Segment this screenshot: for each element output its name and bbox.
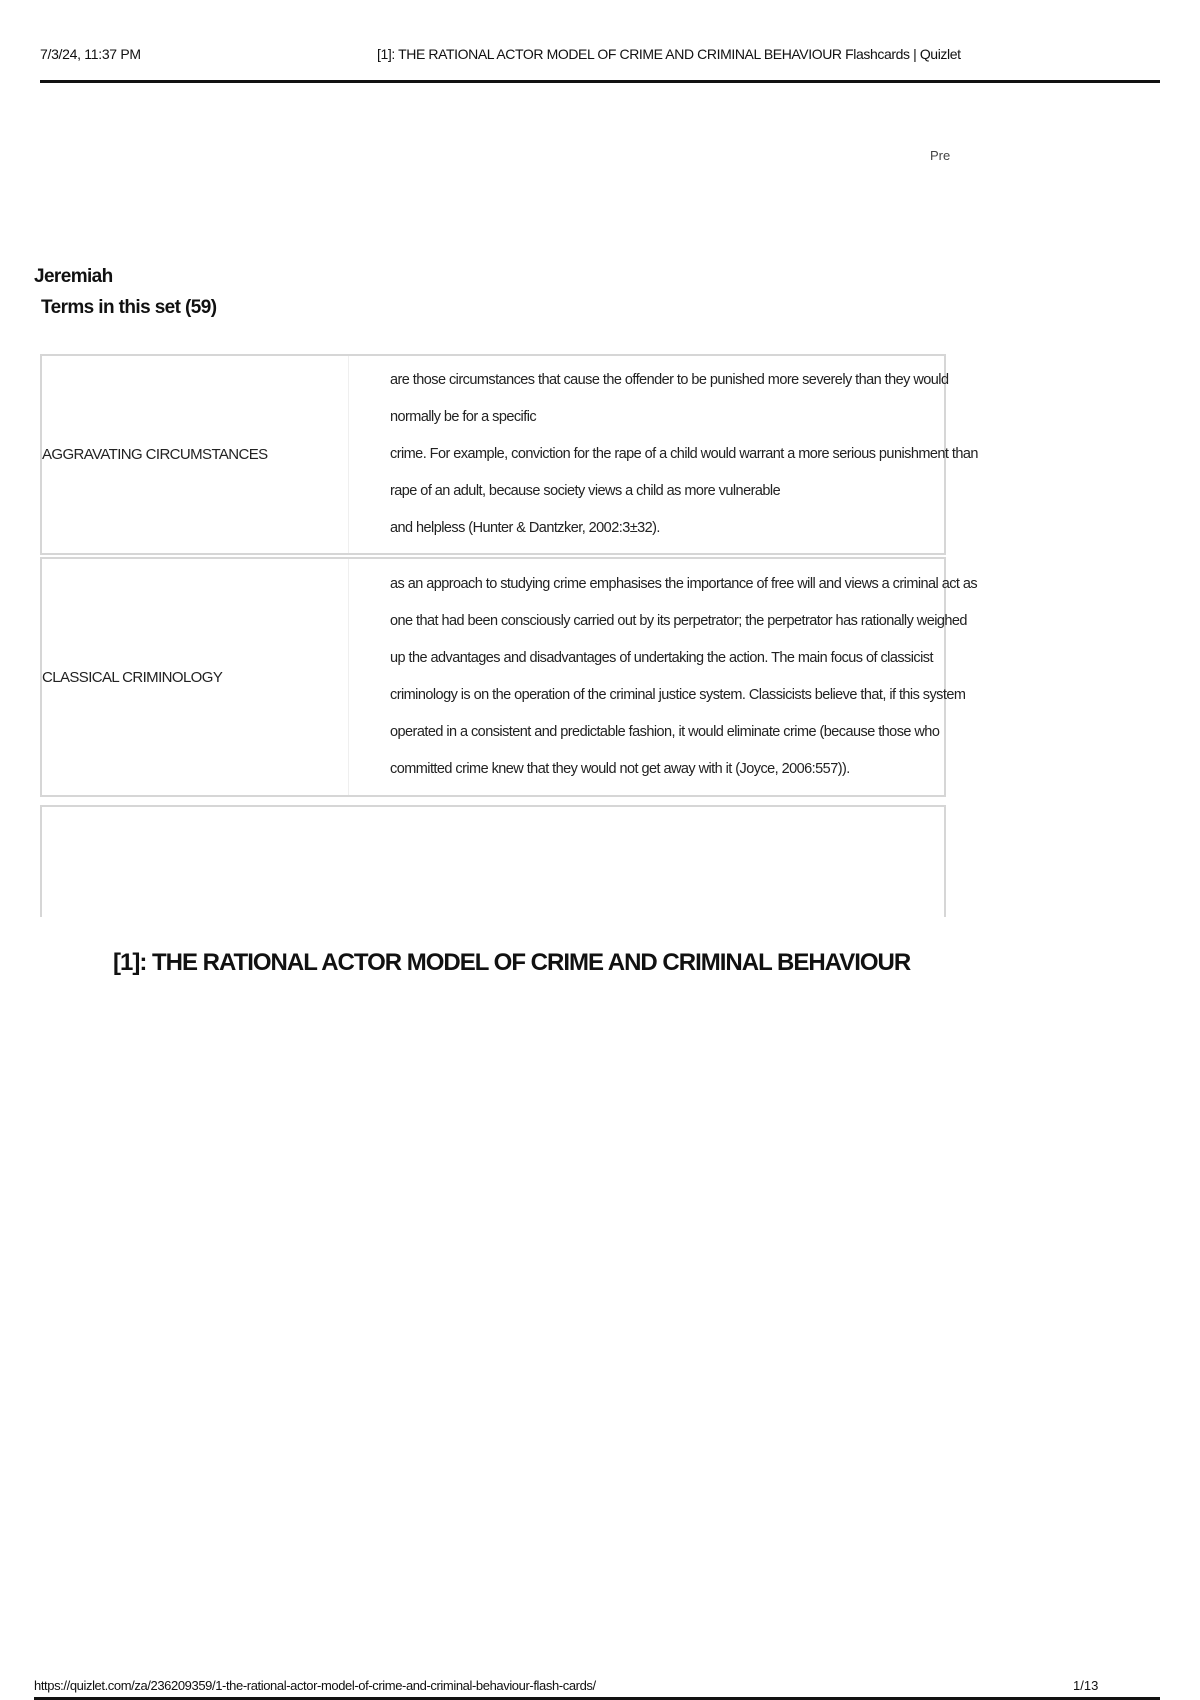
card-definition-text	[349, 566, 977, 788]
definition-line: rape of an adult, because society views a child as more vulnerable	[390, 483, 781, 499]
print-header	[40, 44, 1160, 83]
card-definition-text	[349, 362, 978, 547]
card-definition	[348, 559, 978, 795]
flashcard-row	[40, 354, 978, 555]
print-footer	[34, 1677, 1160, 1700]
card-term-text: AGGRAVATING CIRCUMSTANCES	[42, 446, 268, 463]
definition-line: as an approach to studying crime emphasises the importance of free will and views a criminal act as	[390, 576, 978, 592]
definition-line: criminology is on the operation of the criminal justice system. Classicists believe that, if this system	[390, 687, 966, 703]
pre-label: Pre	[930, 148, 951, 163]
flashcard-row	[40, 557, 978, 797]
card-definition	[348, 356, 978, 553]
card-term	[42, 356, 322, 553]
definition-line: one that had been consciously carried out by its perpetrator; the perpetrator has rationally weighed	[390, 613, 967, 629]
definition-line: committed crime knew that they would not get away with it (Joyce, 2006:557)).	[390, 761, 850, 777]
terms-count-heading: Terms in this set (59)	[41, 297, 217, 318]
definition-line: normally be for a specific	[390, 409, 537, 425]
definition-line: are those circumstances that cause the offender to be punished more severely than they would	[390, 372, 949, 388]
print-page-title: [1]: THE RATIONAL ACTOR MODEL OF CRIME AND CRIMINAL BEHAVIOUR Flashcards | Quizlet	[377, 46, 961, 62]
print-date: 7/3/24, 11:37 PM	[40, 46, 141, 62]
card-term	[42, 559, 322, 795]
footer-page-number: 1/13	[1073, 1678, 1099, 1693]
author-name[interactable]: Jeremiah	[34, 266, 113, 287]
footer-url: https://quizlet.com/za/236209359/1-the-rational-actor-model-of-crime-and-criminal-behaviour-flash-cards/	[34, 1678, 596, 1693]
definition-line: and helpless (Hunter & Dantzker, 2002:3±32).	[390, 520, 660, 536]
flashcard-row-empty	[40, 805, 946, 917]
definition-line: up the advantages and disadvantages of undertaking the action. The main focus of classicist	[390, 650, 933, 666]
definition-line: operated in a consistent and predictable fashion, it would eliminate crime (because those who	[390, 724, 940, 740]
definition-line: crime. For example, conviction for the rape of a child would warrant a more serious punishment than	[390, 446, 978, 462]
set-title-heading: [1]: THE RATIONAL ACTOR MODEL OF CRIME AND CRIMINAL BEHAVIOUR	[113, 949, 911, 976]
card-term-text: CLASSICAL CRIMINOLOGY	[42, 668, 223, 686]
